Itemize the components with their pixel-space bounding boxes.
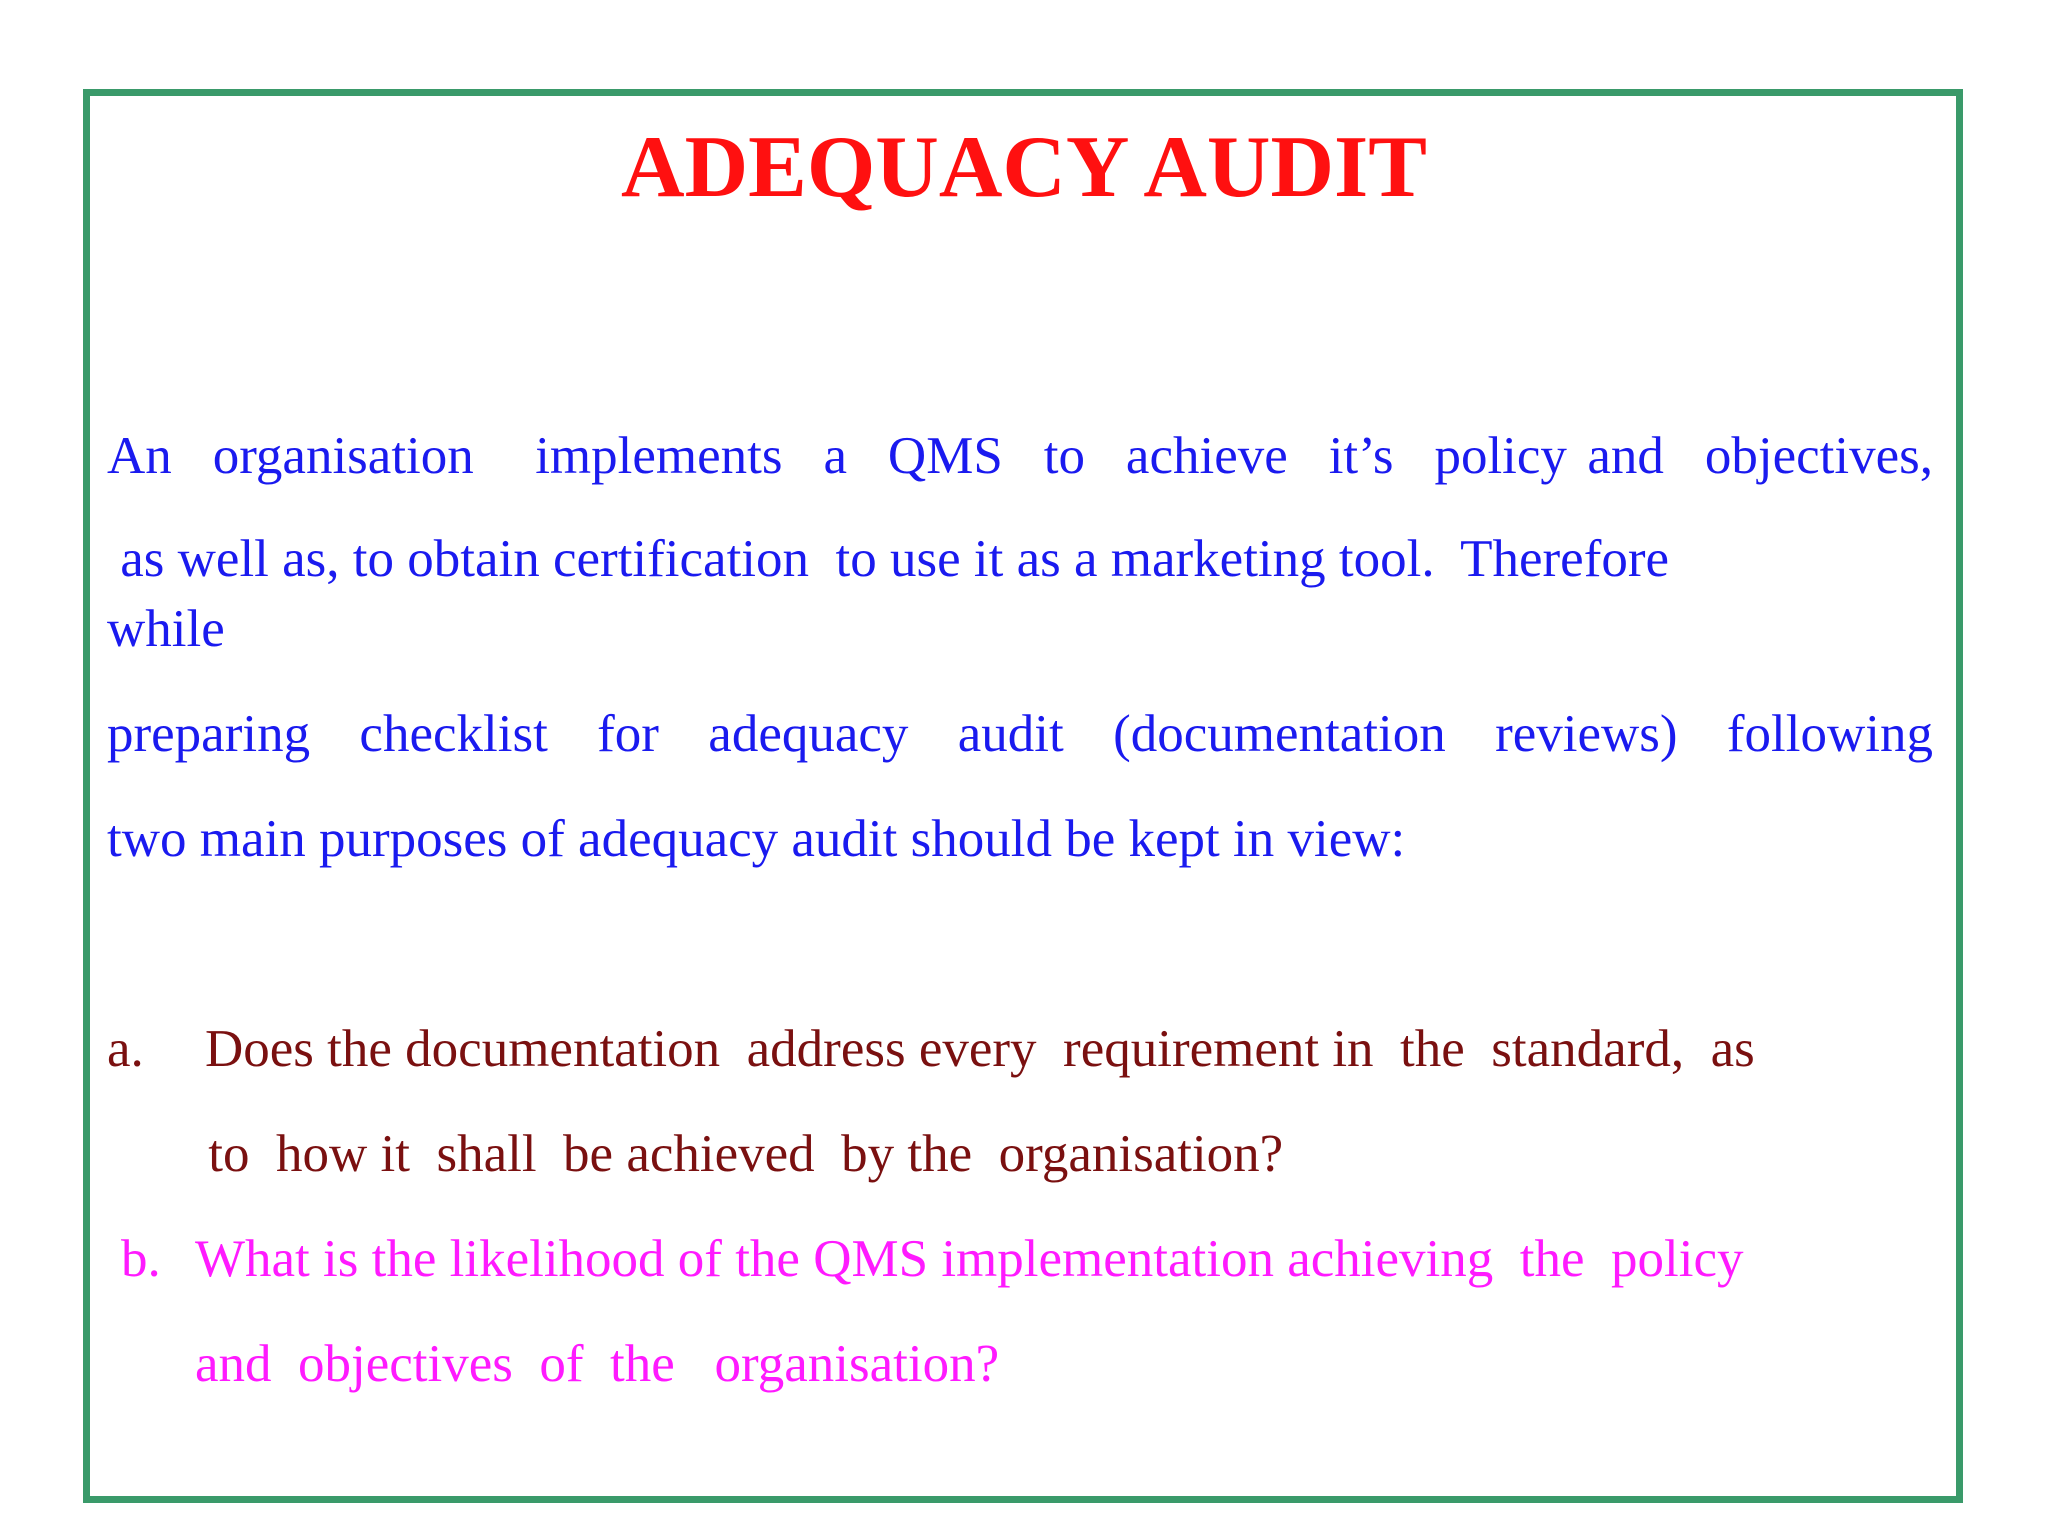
item-b-line-2: and objectives of the organisation?	[195, 1335, 1000, 1393]
item-a-marker: a.	[107, 1020, 144, 1078]
intro-line-4: preparing checklist for adequacy audit (documentation reviews) following	[107, 705, 1933, 763]
slide-title: ADEQUACY AUDIT	[621, 119, 1427, 216]
intro-line-3: while	[107, 600, 225, 658]
item-a-line-1: Does the documentation address every requirement in the standard, as	[205, 1020, 1755, 1078]
item-b-marker: b.	[121, 1230, 161, 1288]
intro-line-5: two main purposes of adequacy audit should be kept in view:	[107, 810, 1406, 868]
item-a-line-2: to how it shall be achieved by the organisation?	[195, 1125, 1284, 1183]
slide-frame	[83, 89, 1963, 1503]
intro-line-2: as well as, to obtain certification to use it as a marketing tool. Therefore	[107, 530, 1670, 588]
intro-line-1: An organisation implements a QMS to achieve it’s policy and objectives,	[107, 427, 1933, 485]
item-b-line-1: What is the likelihood of the QMS implementation achieving the policy	[195, 1230, 1744, 1288]
